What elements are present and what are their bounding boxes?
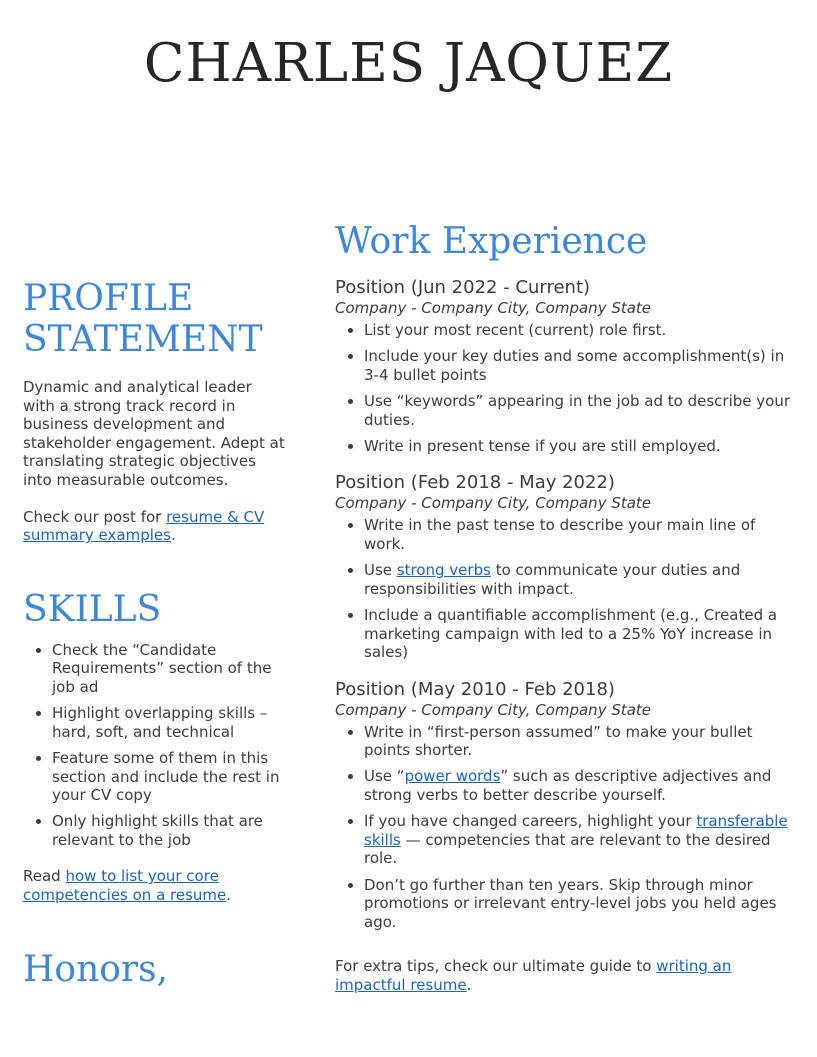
summary-examples-link[interactable]: resume & CV summary examples	[23, 507, 265, 545]
skills-link-suffix: .	[226, 886, 232, 905]
left-column	[23, 278, 285, 990]
job-company: Company - Company City, Company State	[335, 494, 652, 513]
job-title: Position (Feb 2018 - May 2022)	[335, 472, 615, 494]
footer-tip-suffix: .	[466, 976, 472, 994]
skills-section	[23, 589, 285, 905]
job-bullet: • Include your key duties and some accomplishment(s) in 3-4 bullet points	[364, 347, 800, 384]
skills-link-prefix: Read	[23, 867, 66, 886]
transferable-skills-link[interactable]: transferable skills	[364, 812, 788, 849]
job-bullet: • Write in “first-person assumed” to make your bullet points shorter.	[364, 723, 800, 760]
skills-link-line	[23, 867, 285, 904]
job-bullet	[364, 767, 800, 804]
profile-text: Dynamic and analytical leader with a strong track record in business development and stakeholder engagement. Adept at translating strategic objectives into measurable outcomes.	[23, 378, 285, 489]
skills-heading: SKILLS	[23, 588, 162, 630]
job-bullets	[335, 516, 800, 661]
honors-heading: Honors,	[23, 948, 169, 990]
job-bullet: • Don’t go further than ten years. Skip through minor promotions or irrelevant entry-level jobs you held ages ago.	[364, 876, 800, 932]
job-company: Company - Company City, Company State	[335, 700, 652, 719]
skill-item: • Only highlight skills that are relevant to the job	[52, 812, 285, 849]
skill-item: • Highlight overlapping skills – hard, soft, and technical	[52, 704, 285, 741]
job-company: Company - Company City, Company State	[335, 299, 652, 317]
bullet-text-pre: Use	[364, 561, 397, 580]
power-words-link[interactable]: power words	[404, 767, 501, 786]
job-bullet: • Include a quantifiable accomplishment (e.g., Created a marketing campaign with led to a 25% YoY increase in sales)	[364, 606, 800, 662]
job-bullets	[335, 723, 800, 932]
right-column	[335, 221, 800, 995]
work-footer-tip	[335, 957, 800, 994]
resume-guide-link[interactable]: writing an impactful resume	[335, 957, 732, 994]
core-competencies-link[interactable]: how to list your core competencies on a resume	[23, 867, 227, 905]
profile-link-suffix: .	[170, 526, 176, 545]
bullet-text-pre: If you have changed careers, highlight your	[364, 812, 697, 831]
job-bullet: • Write in present tense if you are still employed.	[364, 437, 800, 456]
job-bullet	[364, 561, 800, 598]
bullet-text-pre: Use “	[364, 767, 405, 786]
bullet-text-post: to communicate your duties and responsibilities with impact.	[364, 561, 741, 598]
strong-verbs-link[interactable]: strong verbs	[396, 561, 491, 580]
job-entry	[335, 679, 800, 932]
skill-item: • Check the “Candidate Requirements” section of the job ad	[52, 641, 285, 697]
profile-section	[23, 278, 285, 545]
job-entry	[335, 277, 800, 455]
bullet-text-post: — competencies that are relevant to the desired role.	[364, 830, 771, 868]
job-title: Position (May 2010 - Feb 2018)	[335, 678, 615, 700]
job-bullets	[335, 321, 800, 455]
job-bullet: • Use “keywords” appearing in the job ad to describe your duties.	[364, 392, 800, 429]
skills-list	[23, 641, 285, 850]
footer-tip-prefix: For extra tips, check our ultimate guide to	[335, 957, 657, 976]
job-title: Position (Jun 2022 - Current)	[335, 277, 591, 298]
candidate-name: CHARLES JAQUEZ	[143, 33, 674, 94]
job-bullet: • List your most recent (current) role first.	[364, 321, 800, 340]
job-entry	[335, 472, 800, 661]
profile-link-line	[23, 508, 285, 545]
job-bullet: • Write in the past tense to describe your main line of work.	[364, 516, 800, 553]
profile-heading: PROFILE STATEMENT	[23, 278, 263, 360]
bullet-text-post: ” such as descriptive adjectives and strong verbs to better describe yourself.	[364, 767, 772, 805]
job-bullet	[364, 812, 800, 868]
profile-link-prefix: Check our post for	[23, 507, 167, 526]
skill-item: • Feature some of them in this section and include the rest in your CV copy	[52, 749, 285, 805]
work-experience-heading: Work Experience	[335, 221, 648, 262]
honors-section	[23, 949, 285, 990]
